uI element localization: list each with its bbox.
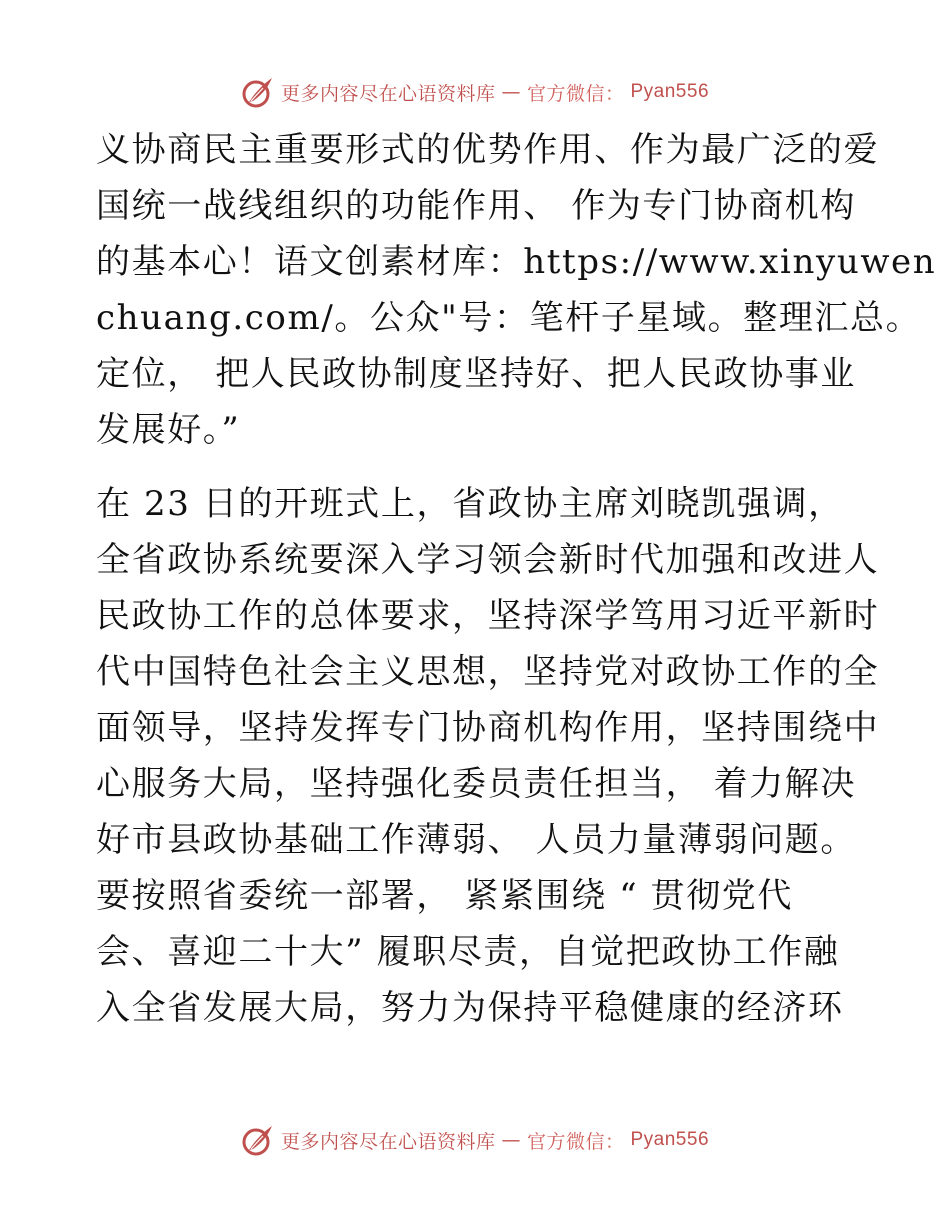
text-line: 定位， 把人民政协制度坚持好、把人民政协事业	[96, 354, 857, 394]
footer-separator: —	[501, 1129, 521, 1151]
footer-site-text: 更多内容尽在心语资料库	[280, 1130, 496, 1153]
feather-logo-icon	[241, 1123, 275, 1157]
paragraph-1	[96, 122, 937, 458]
text-line: 面领导，坚持发挥专门协商机构作用，坚持围绕中	[96, 708, 880, 748]
text-line: 国统一战线组织的功能作用、 作为专门协商机构	[96, 186, 857, 226]
header-wechat-label: 官方微信：	[526, 82, 625, 105]
header-site-text: 更多内容尽在心语资料库	[280, 82, 496, 105]
feather-logo-icon	[241, 75, 275, 109]
header-banner	[0, 72, 950, 112]
header-separator: —	[501, 81, 521, 103]
text-line: 入全省发展大局，努力为保持平稳健康的经济环	[96, 988, 844, 1028]
footer-wechat-id: Pyan556	[630, 1129, 710, 1150]
text-line: 在 23 日的开班式上，省政协主席刘晓凯强调，	[96, 484, 844, 524]
text-line: 代中国特色社会主义思想，坚持党对政协工作的全	[96, 652, 880, 692]
document-body	[96, 122, 937, 1036]
footer-wechat-label: 官方微信：	[526, 1130, 625, 1153]
footer-banner	[0, 1120, 950, 1160]
header-wechat-id: Pyan556	[630, 81, 710, 102]
text-line: 好市县政协基础工作薄弱、 人员力量薄弱问题。	[96, 820, 857, 860]
text-line: 民政协工作的总体要求，坚持深学笃用习近平新时	[96, 596, 880, 636]
paragraph-2	[96, 476, 880, 1036]
text-line: 发展好。”	[96, 410, 241, 450]
text-line: 心服务大局，坚持强化委员责任担当， 着力解决	[96, 764, 857, 804]
text-line: 会、喜迎二十大” 履职尽责，自觉把政协工作融	[96, 932, 840, 972]
text-line: 要按照省委统一部署， 紧紧围绕 “ 贯彻党代	[96, 876, 794, 916]
text-line: 义协商民主重要形式的优势作用、作为最广泛的爱	[96, 130, 880, 170]
text-line: 的基本心！语文创素材库：https://www.xinyuwen	[96, 242, 937, 282]
text-line: chuang.com/。公众"号：笔杆子星域。整理汇总。	[96, 298, 922, 338]
text-line: 全省政协系统要深入学习领会新时代加强和改进人	[96, 540, 880, 580]
